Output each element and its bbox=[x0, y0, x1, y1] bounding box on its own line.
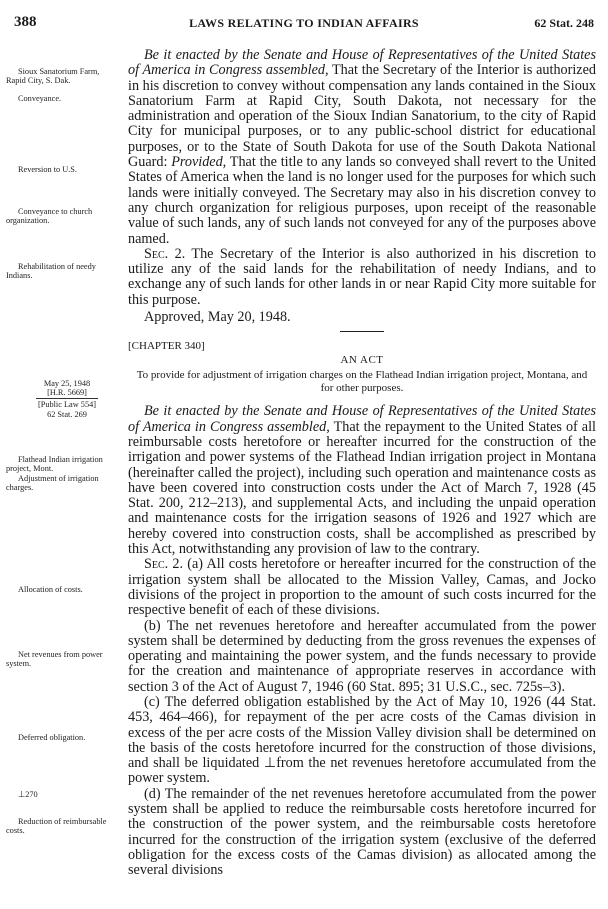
bill-date: May 25, 1948 bbox=[43, 379, 91, 388]
act-title: AN ACT bbox=[340, 354, 384, 367]
section-1-paragraph bbox=[128, 48, 596, 247]
provided-label: Provided, bbox=[171, 154, 227, 171]
margin-note-ref-270: ⊥270 bbox=[18, 790, 38, 799]
bill-reference bbox=[28, 379, 106, 419]
enacting-clause: Be it enacted by the Senate and House of Representatives of the United States of America in Congress assembled, bbox=[128, 47, 596, 79]
approval-line: Approved, May 20, 1948. bbox=[144, 309, 291, 326]
act-section-2c: (c) The deferred obligation established by the Act of May 10, 1926 (44 Stat. 453, 464–466), for repayment of the per acre costs of the Camas division in excess of the per acre costs of the Mission Valley division shall be determined on the basis of the costs heretofore incurred for the construction of those divisions, and shall be liquidated ⊥from the net revenues heretofore accumulated from the power system. bbox=[128, 693, 596, 787]
section-1-text: That the Secretary of the Interior is authorized in his discretion to convey without compensation any lands contained in the Sioux Sanatorium Farm at Rapid City, South Dakota, not necessary for the administration and operation of the Sioux Indian Sanatorium, to the city of Rapid City for municipal purposes, or to any public-school district for educational purposes, or to the State of South Dakota for use of the South Dakota National Guard: bbox=[128, 62, 596, 171]
act-section-2-label: Sec. 2. bbox=[144, 556, 184, 573]
margin-note-reduction: Reduction of reimbursable costs. bbox=[6, 817, 107, 836]
section-divider bbox=[340, 331, 384, 332]
margin-note-rehab: Rehabilitation of needy Indians. bbox=[6, 262, 96, 281]
enacting-clause-2: Be it enacted by the Senate and House of Representatives of the United States of America in Congress assembled, bbox=[128, 403, 596, 435]
section-2-text: The Secretary of the Interior is also authorized in his discretion to utilize any of the said lands for the rehabilitation of needy Indians, and to exchange any of such lands for other lands in or near Rapid City more suitable for this purpose. bbox=[128, 245, 596, 308]
margin-note-sioux: Sioux Sanatorium Farm, Rapid City, S. Dak. bbox=[6, 67, 100, 86]
act-purpose: To provide for adjustment of irrigation charges on the Flathead Indian irrigation project, Montana, and for other purposes. bbox=[136, 369, 588, 394]
act-section-1-paragraph bbox=[128, 404, 596, 557]
bill-stat: 62 Stat. 269 bbox=[47, 409, 87, 419]
running-title: LAWS RELATING TO INDIAN AFFAIRS bbox=[189, 16, 419, 30]
act-section-2d: (d) The remainder of the net revenues heretofore accumulated from the power system shall be applied to reduce the reimbursable costs heretofore incurred for the construction of the power system, and the reimbursable costs heretofore incurred for the construction of the irrigation system (exclusive of the deferred obligation for the excess costs of the Camas division) as allocated among the several divisions bbox=[128, 785, 596, 879]
margin-note-conveyance: Conveyance. bbox=[18, 94, 62, 103]
act-section-1-text: That the repayment to the United States of all reimbursable costs heretofore or hereafter incurred for the construction of the irrigation and power systems of the Flathead Indian irrigation project in Montana (hereinafter called the project), including such operation and maintenance costs as have been covered into construction costs under the Act of March 7, 1928 (45 Stat. 200, 212–213), and supplemental Acts, and including the unpaid operation and maintenance costs for the irrigation seasons of 1926 and 1927 which are hereby covered into construction costs, shall be accomplished as prescribed by this Act, notwithstanding any provision of law to the contrary. bbox=[128, 418, 596, 558]
margin-note-flathead: Flathead Indian irrigation project, Mont. bbox=[6, 455, 103, 474]
chapter-heading: [CHAPTER 340] bbox=[128, 340, 205, 353]
bill-hr: [H.R. 5669] bbox=[47, 388, 87, 398]
margin-notes bbox=[6, 0, 116, 909]
main-text bbox=[128, 48, 596, 879]
stat-reference: 62 Stat. 248 bbox=[534, 16, 594, 30]
page-number: 388 bbox=[14, 14, 37, 30]
act-section-2a-text: (a) All costs heretofore or hereafter incurred for the construction of the irrigation system shall be allocated to the Mission Valley, Camas, and Jocko divisions of the project in proportion to the amount of such costs incurred for the respective benefit of each of these divisions. bbox=[128, 556, 596, 619]
margin-note-net-revenues: Net revenues from power system. bbox=[6, 650, 103, 669]
margin-note-deferred: Deferred obligation. bbox=[18, 733, 86, 742]
margin-note-allocation: Allocation of costs. bbox=[18, 585, 83, 594]
bill-divider bbox=[36, 398, 98, 399]
margin-note-church: Conveyance to church organization. bbox=[6, 207, 93, 226]
section-2-paragraph bbox=[128, 247, 596, 308]
margin-note-reversion: Reversion to U.S. bbox=[18, 165, 77, 174]
margin-note-adjustment: Adjustment of irrigation charges. bbox=[6, 474, 99, 493]
act-section-2a bbox=[128, 557, 596, 618]
bill-public-law: [Public Law 554] bbox=[37, 400, 97, 410]
act-section-2b: (b) The net revenues heretofore and hereafter accumulated from the power system shall be determined by deducting from the gross revenues the expenses of operating and maintaining the power system, and the funds necessary to provide for the creation and maintenance of appropriate reserves in accordance with section 3 of the Act of August 7, 1946 (60 Stat. 895; 31 U.S.C., sec. 725s–3). bbox=[128, 617, 596, 695]
section-2-label: Sec. 2. bbox=[144, 245, 186, 262]
section-1-text-end: That the title to any lands so conveyed shall revert to the United States of America when the land is no longer used for the purposes for which such lands were initially conveyed. The Secretary may also in his discretion convey to any church organization for religious purposes, upon receipt of the reasonable value of such lands, any of such lands not conveyed for any of the purposes above named. bbox=[128, 154, 596, 247]
